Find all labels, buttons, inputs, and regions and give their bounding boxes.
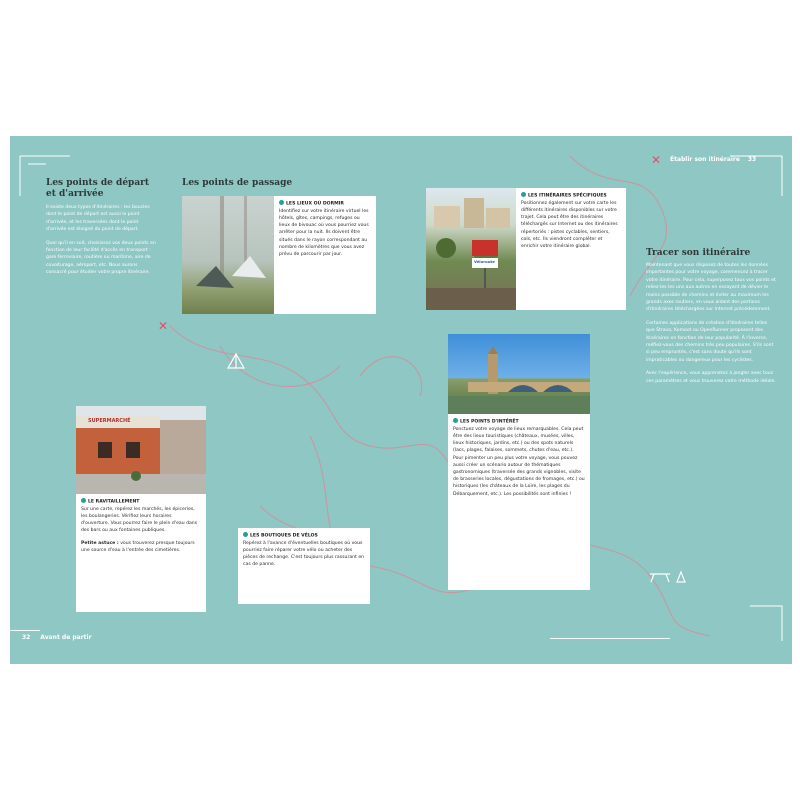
bullet-dot-icon: [243, 532, 248, 537]
bridge-photo: [448, 334, 590, 414]
campsite-photo: [182, 196, 274, 314]
right-folio: Établir son itinéraire 33: [670, 156, 757, 163]
bullet-dot-icon: [81, 498, 86, 503]
card-title: LES LIEUX OÙ DORMIR: [279, 200, 371, 208]
bullet-dot-icon: [521, 192, 526, 197]
passage-heading: Les points de passage: [182, 178, 293, 188]
lodging-card: LES LIEUX OÙ DORMIR Identifiez sur votre itinéraire virtuel les hôtels, gîtes, campings, refuges ou lieux de bivouac où vous pourriez vous arrêter pour la nuit. Ils doivent être situés dans le rayon correspondant au nombre de kilomètres que vous avez prévu de parcourir par jour.: [274, 196, 376, 314]
start-arrival-text: Il existe deux types d'itinéraires : les boucles dont le point de départ est aussi le point d'arrivée, et les traversées dont le point d'arrivée est éloigné du point de départ. Quoi qu'il en soit, choisissez vos deux points en fonction de leur facilité d'accès en transport : gare ferroviaire, routière ou maritime, aire de covoiturage, aéroport, etc. Nous aurons consacré pour étudier votre propre itinéraire.: [46, 205, 156, 276]
shop-sign: SUPERMARCHÉ: [88, 418, 131, 424]
bullet-dot-icon: [279, 200, 284, 205]
start-arrival-section: [46, 178, 158, 200]
section-heading: Les points de départ et d'arrivée: [46, 178, 150, 199]
card-title: LES BOUTIQUES DE VÉLOS: [243, 532, 365, 540]
route-sign: Véloroute: [474, 259, 495, 264]
route-text: Maintenant que vous disposez de toutes les données importantes pour votre voyage, commencez à tracer votre itinéraire. Pour cela, superposez tous vos points et reliez-les les uns aux autres en essayant de dévier le moins possible de chemins et éviter au maximum les grands axes routiers, en vous aidant des portions d'itinéraires téléchargées sur Internet précédemment. Certaines applications de création d'itinéraires telles que Strava, Komoot ou OpenRunner proposent des itinéraires en fonction de leur popularité. À l'inverse, méfiez-vous des chemins très peu populaires. S'ils sont si peu empruntés, c'est sans doute qu'ils sont impraticables ou dangereux pour les cyclistes. Avec l'expérience, vous apprendrez à jongler avec tous ces paramètres et vous trouverez votre méthode idéale.: [646, 263, 776, 384]
card-title: LES POINTS D'INTÉRÊT: [453, 418, 585, 426]
card-title: LE RAVITAILLEMENT: [81, 498, 201, 506]
route-heading: Tracer son itinéraire: [646, 248, 751, 258]
card-title: LES ITINÉRAIRES SPÉCIFIQUES: [521, 192, 621, 200]
village-photo: [426, 188, 516, 310]
left-folio: 32 Avant de partir: [22, 634, 92, 641]
supermarket-photo: [76, 406, 206, 494]
points-of-interest-card: LES POINTS D'INTÉRÊT Ponctuez votre voyage de lieux remarquables. Cela peut être des lieux touristiques (châteaux, musées, villes, lieux historiques, jardins, etc.) ou des spots naturels (lacs, plages, falaises, sommets, chutes d'eau, etc.). Pour pimenter un peu plus votre voyage, vous pouvez aussi créer un scénario autour de thématiques gastronomiques (traversée des grands vignobles, visite de brasseries locales, dégustations de fromages, etc.) ou historiques (les châteaux de la Loire, les plages du Débarquement, etc.). Les possibilités sont infinies !: [448, 414, 590, 590]
magazine-spread: [10, 136, 792, 664]
supply-card: LE RAVITAILLEMENT Sur une carte, repérez les marchés, les épiceries, les boulangeries. Vérifiez leurs horaires d'ouverture. Vous pourrez faire le plein d'eau dans des bars ou aux fontaines publiques. Petite astuce : vous trouverez presque toujours une source d'eau à l'entrée des cimetières.: [76, 494, 206, 612]
cross-marker-icon: ✕: [158, 319, 169, 333]
tip-text: Petite astuce : vous trouverez presque toujours une source d'eau à l'entrée des cimetières.: [81, 540, 195, 553]
specific-routes-card: LES ITINÉRAIRES SPÉCIFIQUES Positionnez également sur votre carte les différents itinéraires disponibles sur votre trajet. Cela peut être des itinéraires téléchargés sur Internet ou des itinéraires répertoriés : pistes cyclables, sentiers, cols, etc. Ils viendront compléter et enrichir votre itinéraire global.: [516, 188, 626, 310]
folio-rule: [10, 630, 40, 631]
bullet-dot-icon: [453, 418, 458, 423]
bottom-rule: [550, 638, 670, 639]
bike-shops-card: LES BOUTIQUES DE VÉLOS Repérez à l'avance d'éventuelles boutiques où vous pourriez faire réparer votre vélo ou acheter des pièces de rechange. C'est toujours plus rassurant en cas de panne.: [238, 528, 370, 604]
cross-marker-icon: ✕: [651, 153, 662, 167]
picnic-table-icon: [650, 572, 685, 582]
